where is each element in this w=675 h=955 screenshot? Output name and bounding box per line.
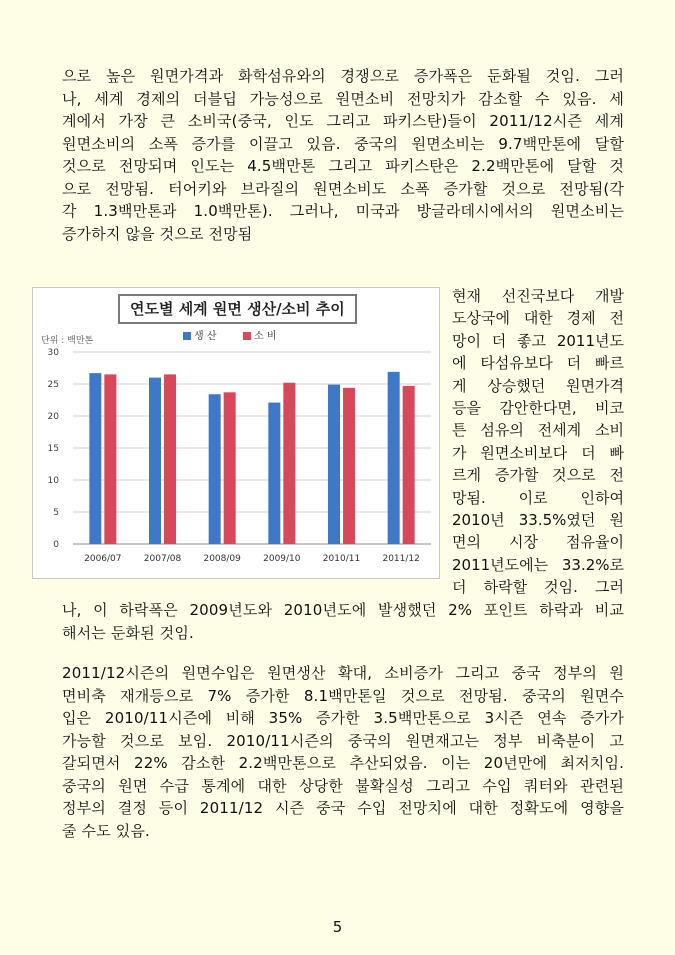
text-line: 현재 선진국보다 개발 (452, 287, 624, 305)
chart-unit-label: 단위 : 백만톤 (41, 336, 94, 346)
text-line: 으로 높은 원면가격과 화학섬유와의 경쟁으로 증가폭은 둔화될 것임. 그러 (62, 67, 624, 85)
x-tick-label: 2008/09 (203, 554, 241, 564)
text-line: 에 타섬유보다 더 빠르 (452, 354, 624, 373)
text-line: 나, 이 하락폭은 2009년도와 2010년도에 발생했던 2% 포인트 하락과 비교 (62, 601, 624, 619)
bar-production (149, 378, 161, 544)
chart-plot (33, 288, 439, 578)
y-tick-label: 15 (47, 444, 59, 454)
paragraph-2-side (452, 285, 624, 599)
text-line: 증가하지 않을 것으로 전망됨 (62, 224, 253, 243)
text-line: 망됨. 이로 인하여 (452, 488, 624, 507)
text-line: 입은 2010/11시즌에 비해 35% 증가한 3.5백만톤으로 3시즌 연속 증가가 (62, 709, 624, 727)
text-line: 면비축 재개등으로 7% 증가한 8.1백만톤일 것으로 전망됨. 중국의 원면수 (62, 686, 624, 705)
text-line: 각 1.3백만톤과 1.0백만톤). 그러나, 미국과 방글라데시에서의 원면소비는 (62, 202, 624, 220)
text-line: 중국의 원면 수급 통계에 대한 상당한 불확실성 그리고 수입 쿼터와 관련된 (62, 776, 624, 795)
x-tick-label: 2011/12 (382, 554, 420, 564)
y-tick-label: 25 (47, 380, 59, 390)
bar-production (209, 394, 221, 544)
x-tick-label: 2010/11 (322, 554, 361, 564)
text-line: 정부의 결정 등이 2011/12 시즌 중국 수입 전망치에 대한 정확도에 영향을 (62, 799, 624, 817)
text-line: 더 하락할 것임. 그러 (452, 578, 624, 597)
text-line: 가능할 것으로 보임. 2010/11시즌의 중국의 원면재고는 정부 비축분이 고 (62, 731, 624, 750)
bar-production (268, 403, 280, 544)
paragraph-3 (62, 662, 624, 842)
text-line: 으로 전망됨. 터어키와 브라질의 원면소비도 소폭 증가할 것으로 전망됨(각 (62, 179, 624, 198)
text-line: 게 상승했던 원면가격 (452, 376, 624, 395)
text-line: 망이 더 좋고 2011년도 (452, 331, 624, 350)
text-line: 2011/12시즌의 원면수입은 원면생산 확대, 소비증가 그리고 중국 정부의 원 (62, 664, 624, 682)
bar-production (388, 372, 400, 544)
legend-label-production: 생 산 (194, 331, 217, 342)
text-line: 2011년도에는 33.2%로 (452, 555, 624, 574)
y-tick-label: 0 (53, 540, 59, 550)
text-line: 등을 감안한다면, 비코 (452, 399, 624, 418)
text-line: 르게 증가할 것으로 전 (452, 466, 624, 485)
text-line: 것으로 전망되며 인도는 4.5백만톤 그리고 파키스탄은 2.2백만톤에 달할 것 (62, 157, 624, 175)
page-number: 5 (332, 918, 343, 936)
production-consumption-chart (32, 287, 440, 579)
text-line: 해서는 둔화된 것임. (62, 623, 194, 642)
text-line: 가 원면소비보다 더 빠 (452, 443, 624, 462)
bar-production (89, 373, 101, 544)
text-line: 계에서 가장 큰 소비국(중국, 인도 그리고 파키스탄)들이 2011/12시즌 세계 (62, 112, 624, 130)
y-tick-label: 30 (47, 348, 59, 358)
text-line: 도상국에 대한 경제 전 (452, 309, 624, 328)
text-line: 면의 시장 점유율이 (452, 533, 624, 552)
x-tick-label: 2009/10 (263, 554, 301, 564)
text-line: 튼 섬유의 전세계 소비 (452, 421, 624, 440)
text-line: 나, 세계 경제의 더블딥 가능성으로 원면소비 전망치가 감소할 수 있음. 세 (62, 89, 624, 108)
bar-production (328, 385, 340, 544)
text-line: 원면소비의 소폭 증가를 이끌고 있음. 중국의 원면소비는 9.7백만톤에 달할 (62, 134, 624, 153)
x-tick-label: 2007/08 (143, 554, 182, 564)
y-tick-label: 20 (47, 412, 59, 422)
y-tick-label: 10 (47, 476, 59, 486)
paragraph-2-continued (62, 599, 624, 644)
x-tick-label: 2006/07 (84, 554, 122, 564)
bar-consumption (283, 383, 295, 544)
legend-label-consumption: 소 비 (254, 331, 277, 342)
chart-title: 연도별 세계 원면 생산/소비 추이 (118, 294, 357, 324)
bar-consumption (224, 392, 236, 544)
bar-consumption (164, 374, 176, 544)
text-line: 2010년 33.5%였던 원 (452, 511, 624, 530)
bar-consumption (403, 386, 415, 544)
text-line: 갈되면서 22% 감소한 2.2백만톤으로 추산되었음. 이는 20년만에 최저치임. (62, 754, 624, 772)
paragraph-1 (62, 65, 624, 245)
bar-consumption (104, 374, 116, 544)
text-line: 줄 수도 있음. (62, 821, 150, 840)
y-tick-label: 5 (53, 508, 59, 518)
bar-consumption (343, 388, 355, 544)
